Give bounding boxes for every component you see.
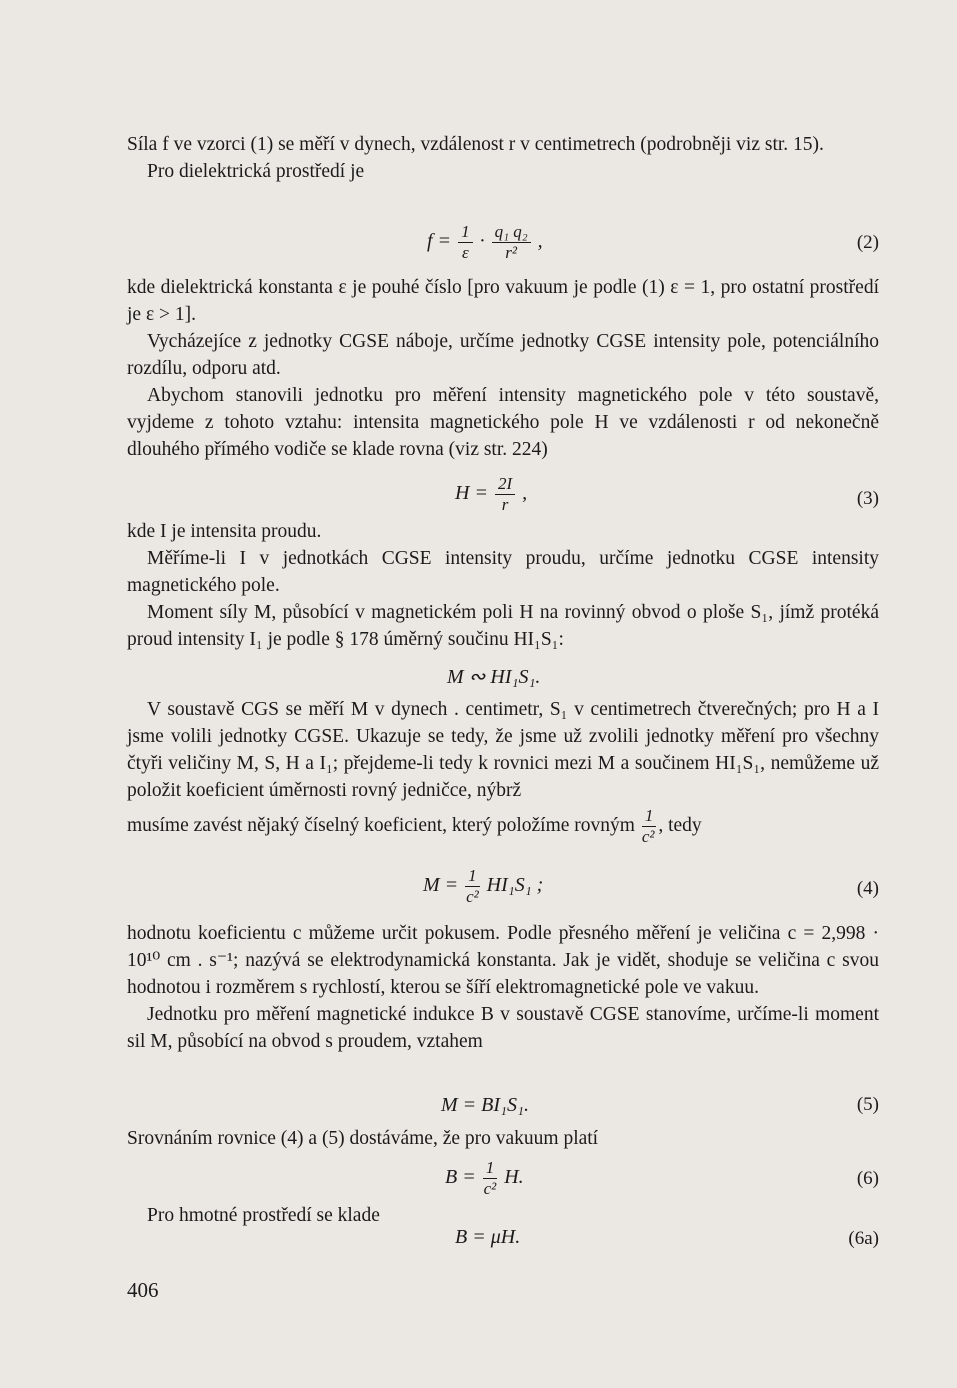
paragraph: Vycházejíce z jednotky CGSE náboje, určíme jednotky CGSE intensity pole, potenciálního rozdílu, odporu atd. xyxy=(127,331,879,379)
paragraph: Měříme-li I v jednotkách CGSE intensity proudu, určíme jednotku CGSE intensity magnetického pole. xyxy=(127,548,879,596)
fraction: $\frac{\text{q₁ q₂}}{\text{r²}}$ xyxy=(492,222,531,263)
text-block xyxy=(127,274,879,463)
page-number: 406 xyxy=(127,1278,159,1302)
text-block xyxy=(127,518,879,653)
equation-6a: B = μH. (6a) xyxy=(455,1226,879,1249)
equation-number: (4) xyxy=(856,878,879,899)
equation-number: (6a) xyxy=(848,1228,879,1249)
fraction: $\frac{1}{\text{c²}}$ xyxy=(483,1158,497,1198)
paragraph: hodnotu koeficientu c můžeme určit pokusem. Podle přesného měření je veličina c = 2,998 · 10¹⁰ cm . s⁻¹; nazývá se elektrodynamická konstanta. Jak je vidět, shoduje se veličina c svou hodnotou i rozměrem s rychlostí, kterou se šíří elektromagnetické pole ve vakuu. xyxy=(127,923,879,998)
paragraph: kde dielektrická konstanta ε je pouhé číslo [pro vakuum je podle (1) ε = 1, pro ostatní prostředí je ε > 1]. xyxy=(127,277,879,325)
fraction: $\frac{2I}{r}$ xyxy=(495,474,515,515)
text-block xyxy=(127,696,879,847)
fraction: $\frac{1}{\varepsilon}$ xyxy=(458,222,473,263)
paragraph: Jednotku pro měření magnetické indukce B v soustavě CGSE stanovíme, určíme-li moment sil M, působící na obvod s proudem, vztahem xyxy=(127,1004,879,1052)
equation-number: (2) xyxy=(856,232,879,253)
paragraph: Moment síly M, působící v magnetickém poli H na rovinný obvod o ploše S₁, jímž protéká proud intensity I₁ je podle § 178 úměrný součinu HI₁S₁: xyxy=(127,602,879,650)
equation-3: H = $\frac{2I}{r}$ , (3) xyxy=(455,474,879,514)
text-block xyxy=(127,1202,879,1229)
paragraph: Abychom stanovili jednotku pro měření intensity magnetického pole v této soustavě, vyjdeme z tohoto vztahu: intensita magnetického pole H ve vzdálenosti r od nekonečně dlouhého přímého vodiče se klade rovna (viz str. 224) xyxy=(127,385,879,460)
text-block xyxy=(127,1125,879,1152)
fraction: $\frac{1}{\text{c²}}$ xyxy=(466,866,479,906)
equation-5: M = BI₁S₁. (5) xyxy=(441,1094,879,1116)
paragraph: Síla f ve vzorci (1) se měří v dynech, vzdálenost r v centimetrech (podrobněji viz str. 15). xyxy=(127,134,824,155)
paragraph: musíme zavést nějaký číselný koeficient, který položíme rovným $\frac{1}{\text{c²}}$ , tedy xyxy=(127,806,702,846)
paragraph: Pro dielektrická prostředí je xyxy=(147,161,365,182)
text-block-top xyxy=(127,131,879,185)
paragraph: Srovnáním rovnice (4) a (5) dostáváme, že pro vakuum platí xyxy=(127,1128,599,1149)
paragraph: Pro hmotné prostředí se klade xyxy=(147,1205,380,1226)
equation-number: (3) xyxy=(856,488,879,509)
text-block xyxy=(127,920,879,1055)
equation-2: f = $\frac{1}{\varepsilon}$ · $\frac{\text{q₁ q₂}}{\text{r²}}$ , (2) xyxy=(427,222,879,262)
equation-4: M = $\frac{1}{\text{c²}}$ HI₁S₁ ; (4) xyxy=(423,866,879,906)
equation-number: (5) xyxy=(856,1094,879,1115)
equation-m: M ∾ HI₁S₁. xyxy=(447,666,541,688)
equation-6: B = $\frac{1}{\text{c²}}$ H. (6) xyxy=(445,1158,879,1198)
equation-number: (6) xyxy=(856,1168,879,1189)
fraction: $\frac{1}{\text{c²}}$ xyxy=(641,806,655,846)
paragraph: V soustavě CGS se měří M v dynech . centimetr, S₁ v centimetrech čtverečných; pro H a I jsme volili jednotky CGSE. Ukazuje se tedy, že jsme už zvolili jednotky měření pro všechny čtyři veličiny M, S, H a I₁; přejdeme-li tedy k rovnici mezi M a součinem HI₁S₁, nemůžeme už položit koeficient úměrnosti rovný jedničce, nýbrž xyxy=(127,699,879,801)
paragraph: kde I je intensita proudu. xyxy=(127,521,322,542)
